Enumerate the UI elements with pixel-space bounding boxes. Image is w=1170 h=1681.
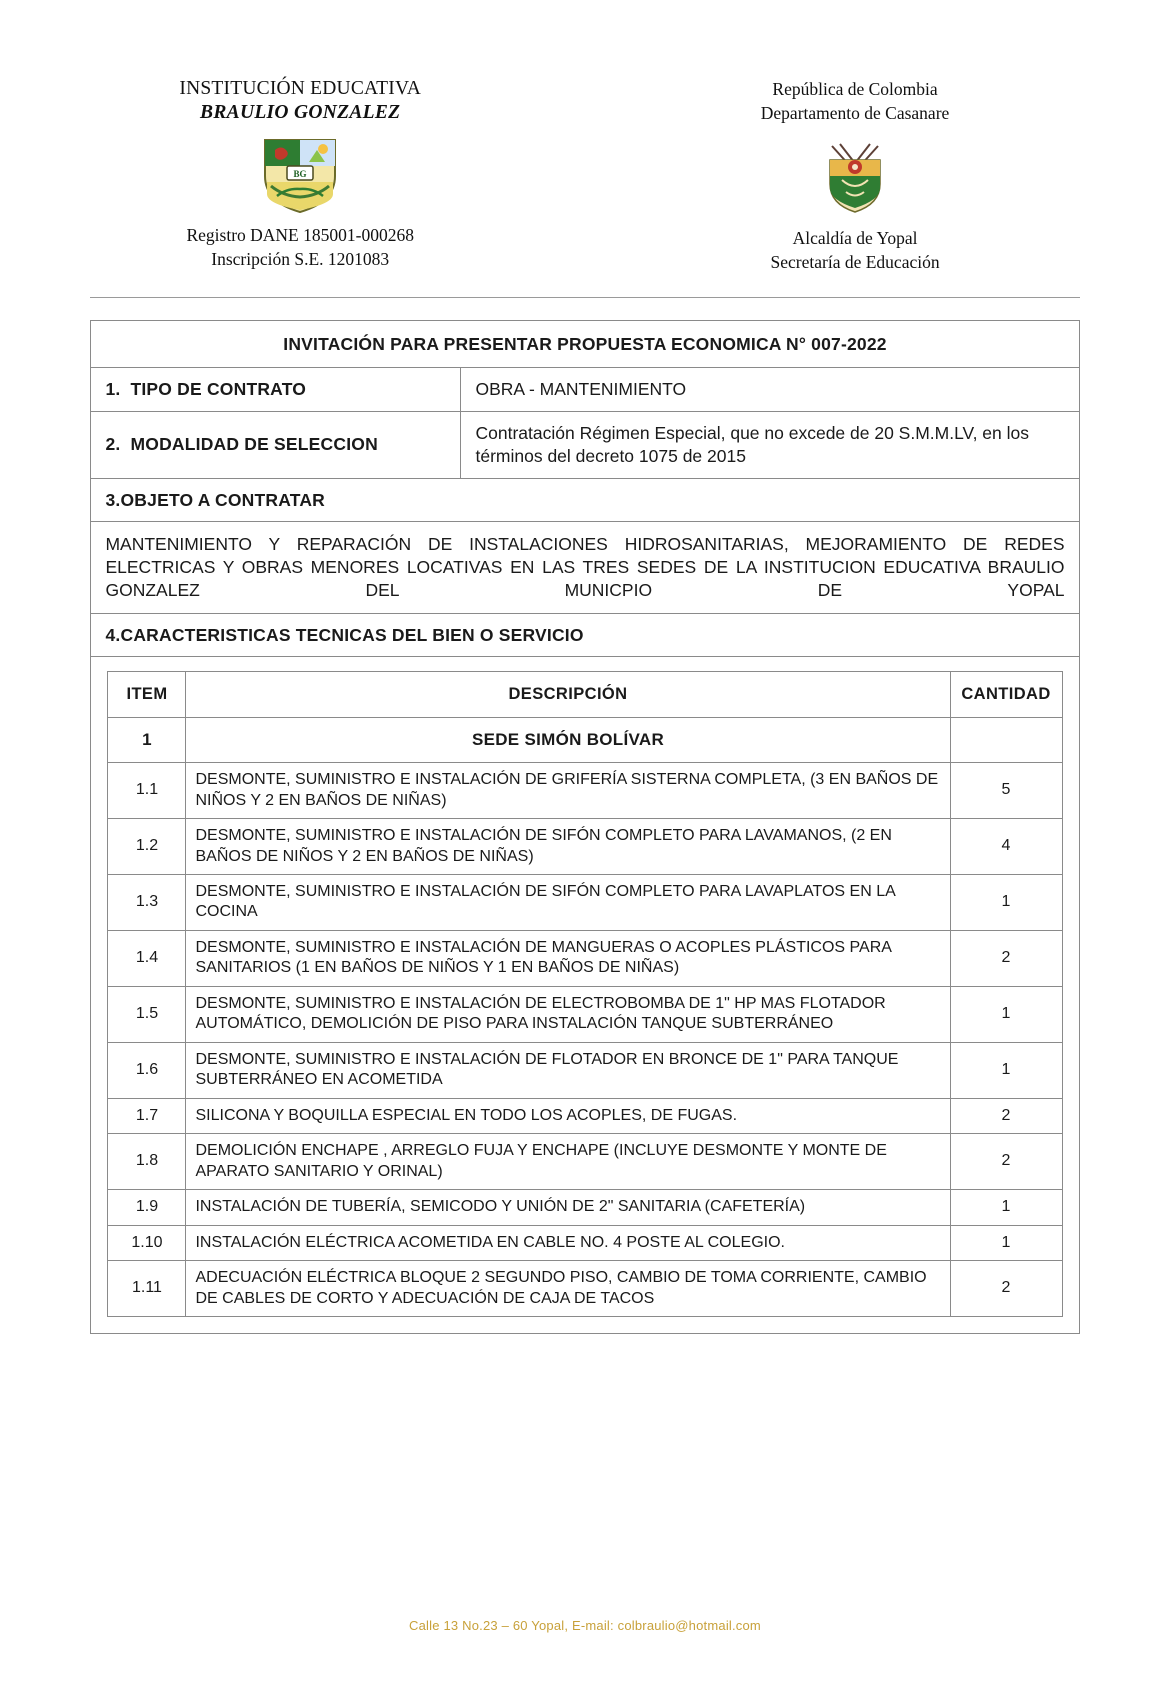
items-table-container [91,657,1079,1334]
cell-item: 1.9 [108,1190,186,1225]
cell-item: 1.2 [108,819,186,875]
contract-type-text: TIPO DE CONTRATO [130,379,307,400]
object-section-label [91,478,1079,522]
cell-description: DESMONTE, SUMINISTRO E INSTALACIÓN DE SIFÓN COMPLETO PARA LAVAMANOS, (2 EN BAÑOS DE NIÑOS Y 2 EN BAÑOS DE NIÑAS) [186,819,950,875]
cell-quantity: 4 [950,819,1062,875]
items-body [108,718,1062,1317]
cell-item: 1.7 [108,1098,186,1133]
department-line: Departamento de Casanare [760,102,950,123]
table-row-technical-header [91,613,1079,657]
sede-item: 1 [108,718,186,763]
cell-item: 1.5 [108,986,186,1042]
invitation-table [90,320,1079,1335]
cell-description: DESMONTE, SUMINISTRO E INSTALACIÓN DE SIFÓN COMPLETO PARA LAVAPLATOS EN LA COCINA [186,874,950,930]
mayors-office: Alcaldía de Yopal [792,228,918,249]
table-row-title [91,320,1079,368]
yopal-coat-of-arms-icon [634,135,1076,221]
selection-mode-text: MODALIDAD DE SELECCION [130,434,378,455]
object-description: MANTENIMIENTO Y REPARACIÓN DE INSTALACIONES HIDROSANITARIAS, MEJORAMIENTO DE REDES ELECTRICAS Y OBRAS MENORES LOCATIVAS EN LAS TRES SEDES DE LA INSTITUCION EDUCATIVA BRAULIO GONZALEZ DEL MUNICPIO DE YOPAL [91,522,1079,613]
cell-description: DESMONTE, SUMINISTRO E INSTALACIÓN DE GRIFERÍA SISTERNA COMPLETA, (3 EN BAÑOS DE NIÑOS Y 2 EN BAÑOS DE NIÑAS) [186,763,950,819]
cell-description: DEMOLICIÓN ENCHAPE , ARREGLO FUJA Y ENCHAPE (INCLUYE DESMONTE Y MONTE DE APARATO SANITARIO Y ORINAL) [186,1134,950,1190]
technical-section-number: 4. [105,624,121,645]
se-inscription: Inscripción S.E. 1201083 [211,248,390,269]
country-line: República de Colombia [772,79,938,99]
cell-description: DESMONTE, SUMINISTRO E INSTALACIÓN DE FLOTADOR EN BRONCE DE 1" PARA TANQUE SUBTERRÁNEO EN ACOMETIDA [186,1042,950,1098]
cell-item: 1.3 [108,874,186,930]
cell-description: DESMONTE, SUMINISTRO E INSTALACIÓN DE MANGUERAS O ACOPLES PLÁSTICOS PARA SANITARIOS (1 EN BAÑOS DE NIÑOS Y 1 EN BAÑOS DE NIÑAS) [186,930,950,986]
column-header-description: DESCRIPCIÓN [186,672,950,718]
contract-type-label [91,368,461,412]
cell-item: 1.6 [108,1042,186,1098]
selection-mode-label [91,412,461,479]
table-row [108,874,1062,930]
cell-description: INSTALACIÓN DE TUBERÍA, SEMICODO Y UNIÓN DE 2" SANITARIA (CAFETERÍA) [186,1190,950,1225]
cell-quantity: 2 [950,930,1062,986]
column-header-item: ITEM [108,672,186,718]
page-title: INVITACIÓN PARA PRESENTAR PROPUESTA ECONOMICA N° 007-2022 [91,320,1079,368]
table-row [108,819,1062,875]
cell-quantity: 2 [950,1134,1062,1190]
cell-quantity: 2 [950,1261,1062,1317]
cell-quantity: 1 [950,986,1062,1042]
table-row [108,1190,1062,1225]
table-row-selection-mode [91,412,1079,479]
header-divider [90,297,1080,298]
table-row [108,1042,1062,1098]
table-row [108,1134,1062,1190]
selection-mode-value: Contratación Régimen Especial, que no excede de 20 S.M.M.LV, en los términos del decreto 1075 de 2015 [461,412,1079,479]
cell-quantity: 2 [950,1098,1062,1133]
items-header-row [108,672,1062,718]
cell-description: DESMONTE, SUMINISTRO E INSTALACIÓN DE ELECTROBOMBA DE 1" HP MAS FLOTADOR AUTOMÁTICO, DEMOLICIÓN DE PISO PARA INSTALACIÓN TANQUE SUBTERRÁNEO [186,986,950,1042]
institution-line1: INSTITUCIÓN EDUCATIVA [179,78,422,99]
cell-description: ADECUACIÓN ELÉCTRICA BLOQUE 2 SEGUNDO PISO, CAMBIO DE TOMA CORRIENTE, CAMBIO DE CABLES DE CORTO Y ADECUACIÓN DE CAJA DE TACOS [186,1261,950,1317]
items-table [107,671,1062,1317]
sede-qty [950,718,1062,763]
table-row-items [91,657,1079,1334]
table-row [108,1098,1062,1133]
technical-section-label [91,613,1079,657]
object-section-number: 3. [105,489,121,510]
table-row [108,1225,1062,1260]
cell-quantity: 5 [950,763,1062,819]
table-row [108,986,1062,1042]
technical-section-text: CARACTERISTICAS TECNICAS DEL BIEN O SERVICIO [120,624,584,645]
cell-description: SILICONA Y BOQUILLA ESPECIAL EN TODO LOS ACOPLES, DE FUGAS. [186,1098,950,1133]
table-row-object-header [91,478,1079,522]
page-footer: Calle 13 No.23 – 60 Yopal, E-mail: colbraulio@hotmail.com [409,1618,761,1633]
cell-item: 1.4 [108,930,186,986]
table-row [108,930,1062,986]
cell-quantity: 1 [950,1225,1062,1260]
table-row [108,763,1062,819]
cell-item: 1.10 [108,1225,186,1260]
letterhead [72,78,1098,275]
selection-mode-number: 2. [105,434,121,455]
cell-quantity: 1 [950,874,1062,930]
cell-item: 1.1 [108,763,186,819]
cell-quantity: 1 [950,1190,1062,1225]
object-section-text: OBJETO A CONTRATAR [120,489,326,510]
cell-description: INSTALACIÓN ELÉCTRICA ACOMETIDA EN CABLE NO. 4 POSTE AL COLEGIO. [186,1225,950,1260]
contract-type-value: OBRA - MANTENIMIENTO [461,368,1079,412]
table-row-object-text [91,522,1079,613]
institution-line2: BRAULIO GONZALEZ [200,102,401,123]
table-row [108,1261,1062,1317]
education-secretary: Secretaría de Educación [770,251,940,272]
column-header-quantity: CANTIDAD [950,672,1062,718]
contract-type-number: 1. [105,379,121,400]
letterhead-right [634,78,1076,275]
table-row-sede [108,718,1062,763]
school-crest-icon [94,132,506,218]
sede-title: SEDE SIMÓN BOLÍVAR [186,718,950,763]
svg-text:BG: BG [293,169,307,179]
dane-registration: Registro DANE 185001-000268 [186,225,414,245]
cell-quantity: 1 [950,1042,1062,1098]
cell-item: 1.11 [108,1261,186,1317]
letterhead-left [94,78,506,271]
cell-item: 1.8 [108,1134,186,1190]
table-row-contract-type [91,368,1079,412]
